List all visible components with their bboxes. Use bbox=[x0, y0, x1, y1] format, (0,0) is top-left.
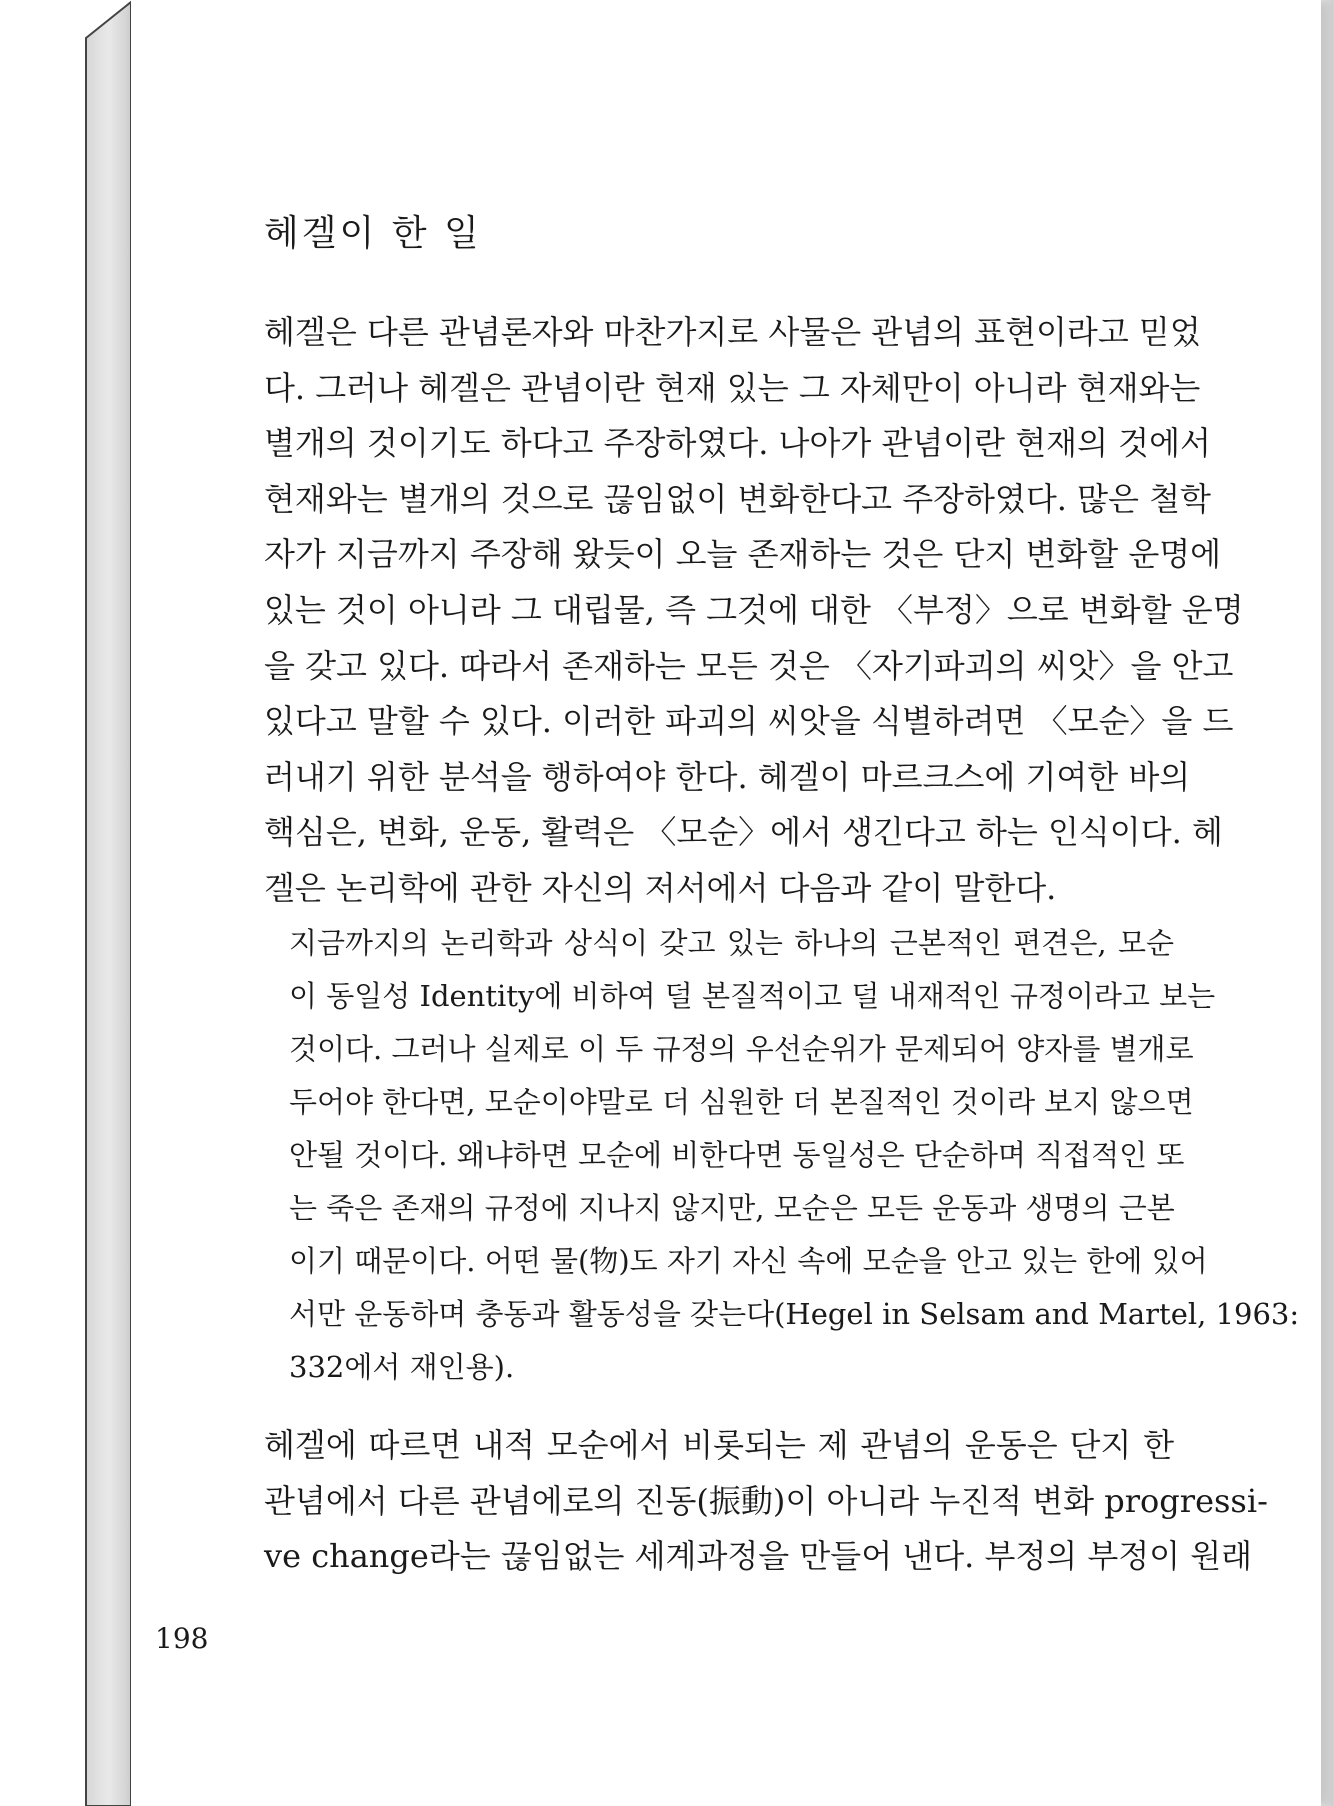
quote-line: 는 죽은 존재의 규정에 지나지 않지만, 모순은 모든 운동과 생명의 근본 bbox=[289, 1191, 1175, 1225]
quote-line: 332에서 재인용). bbox=[289, 1350, 515, 1384]
section-heading: 헤겔이 한 일 bbox=[264, 213, 482, 254]
p1-line: 핵심은, 변화, 운동, 활력은 〈모순〉에서 생긴다고 하는 인식이다. 헤 bbox=[264, 813, 1223, 852]
quote-line: 이 동일성 Identity에 비하여 덜 본질적이고 덜 내재적인 규정이라고 보는 bbox=[289, 979, 1216, 1013]
page-content bbox=[134, 0, 1300, 1806]
p1-line: 을 갖고 있다. 따라서 존재하는 모든 것은 〈자기파괴의 씨앗〉을 안고 bbox=[264, 646, 1234, 685]
block-quote bbox=[289, 917, 1300, 1394]
page-number: 198 bbox=[155, 1622, 209, 1655]
quote-line: 지금까지의 논리학과 상식이 갖고 있는 하나의 근본적인 편견은, 모순 bbox=[289, 926, 1174, 960]
p1-line: 헤겔은 다른 관념론자와 마찬가지로 사물은 관념의 표현이라고 믿었 bbox=[264, 313, 1201, 351]
quote-line: 안될 것이다. 왜냐하면 모순에 비한다면 동일성은 단순하며 직접적인 또 bbox=[289, 1138, 1185, 1172]
p1-line: 겔은 논리학에 관한 자신의 저서에서 다음과 같이 말한다. bbox=[264, 868, 1057, 907]
p1-line: 있는 것이 아니라 그 대립물, 즉 그것에 대한 〈부정〉으로 변화할 운명 bbox=[264, 590, 1244, 629]
p1-line: 현재와는 별개의 것으로 끊임없이 변화한다고 주장하였다. 많은 철학 bbox=[264, 479, 1211, 518]
body-paragraph-2 bbox=[264, 1418, 1268, 1585]
body-paragraph-1 bbox=[264, 305, 1244, 917]
p1-line: 자가 지금까지 주장해 왔듯이 오늘 존재하는 것은 단지 변화할 운명에 bbox=[264, 535, 1222, 574]
quote-line: 것이다. 그러나 실제로 이 두 규정의 우선순위가 문제되어 양자를 별개로 bbox=[289, 1032, 1194, 1066]
p2-line: 관념에서 다른 관념에로의 진동(振動)이 아니라 누진적 변화 progressi- bbox=[264, 1481, 1268, 1520]
p2-line: 헤겔에 따르면 내적 모순에서 비롯되는 제 관념의 운동은 단지 한 bbox=[264, 1426, 1174, 1464]
quote-line: 이기 때문이다. 어떤 물(物)도 자기 자신 속에 모순을 안고 있는 한에 있어 bbox=[289, 1244, 1208, 1278]
p2-line: ve change라는 끊임없는 세계과정을 만들어 낸다. 부정의 부정이 원래 bbox=[264, 1537, 1253, 1576]
quote-line: 서만 운동하며 충동과 활동성을 갖는다(Hegel in Selsam and Martel, 1963: bbox=[289, 1297, 1300, 1331]
p1-line: 러내기 위한 분석을 행하여야 한다. 헤겔이 마르크스에 기여한 바의 bbox=[264, 757, 1191, 796]
p1-line: 다. 그러나 헤겔은 관념이란 현재 있는 그 자체만이 아니라 현재와는 bbox=[264, 368, 1201, 407]
p1-line: 있다고 말할 수 있다. 이러한 파괴의 씨앗을 식별하려면 〈모순〉을 드 bbox=[264, 702, 1234, 741]
p1-line: 별개의 것이기도 하다고 주장하였다. 나아가 관념이란 현재의 것에서 bbox=[264, 424, 1211, 463]
quote-line: 두어야 한다면, 모순이야말로 더 심원한 더 본질적인 것이라 보지 않으면 bbox=[289, 1085, 1194, 1119]
